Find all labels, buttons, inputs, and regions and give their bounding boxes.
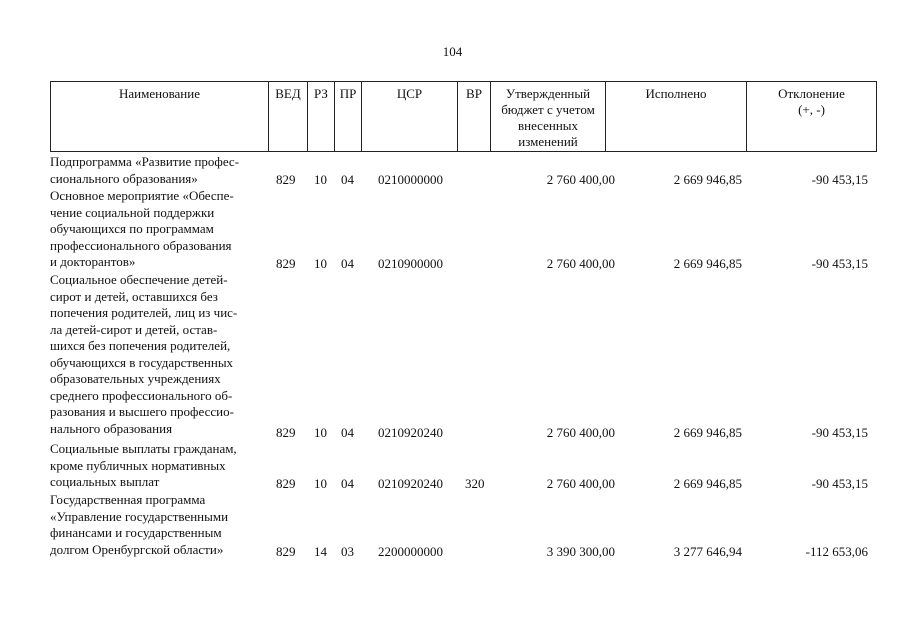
row-1-ved: 829 bbox=[276, 172, 296, 187]
row-4-budget: 2 760 400,00 bbox=[546, 476, 615, 491]
row-4-rz: 10 bbox=[314, 476, 327, 491]
row-3-name: Социальное обеспечение детей- сирот и детей, оставшихся без попечения родителей, лиц из чис- ла детей-сирот и детей, остав- шихся без попечения родителей, обучающихся в государственных образовательных учреждениях среднего профессионального об- разования и высшего профессио- нального образования bbox=[50, 272, 238, 436]
header-pr: ПР bbox=[334, 82, 361, 151]
row-4-pr: 04 bbox=[341, 476, 354, 491]
row-2-executed: 2 669 946,85 bbox=[673, 256, 742, 271]
row-5-pr: 03 bbox=[341, 544, 354, 559]
row-5-deviation: -112 653,06 bbox=[805, 544, 868, 559]
row-3-rz: 10 bbox=[314, 425, 327, 440]
row-3-budget: 2 760 400,00 bbox=[546, 425, 615, 440]
row-4-vr: 320 bbox=[465, 476, 485, 491]
row-3-ved: 829 bbox=[276, 425, 296, 440]
row-1-csr: 0210000000 bbox=[378, 172, 443, 187]
row-5-name: Государственная программа «Управление государственными финансами и государственным долгом Оренбургской области» bbox=[50, 492, 229, 557]
row-5-rz: 14 bbox=[314, 544, 327, 559]
row-1-executed: 2 669 946,85 bbox=[673, 172, 742, 187]
row-1-name: Подпрограмма «Развитие профес- сионального образования» bbox=[50, 154, 240, 186]
row-1-budget: 2 760 400,00 bbox=[546, 172, 615, 187]
row-2-rz: 10 bbox=[314, 256, 327, 271]
row-3-pr: 04 bbox=[341, 425, 354, 440]
row-3-csr: 0210920240 bbox=[378, 425, 443, 440]
table-header bbox=[50, 81, 877, 152]
row-4-csr: 0210920240 bbox=[378, 476, 443, 491]
row-2-budget: 2 760 400,00 bbox=[546, 256, 615, 271]
header-vr: ВР bbox=[457, 82, 490, 151]
row-4-name: Социальные выплаты гражданам, кроме публичных нормативных социальных выплат bbox=[50, 441, 237, 489]
row-1-pr: 04 bbox=[341, 172, 354, 187]
header-rz: РЗ bbox=[307, 82, 334, 151]
row-3-deviation: -90 453,15 bbox=[811, 425, 868, 440]
row-5-csr: 2200000000 bbox=[378, 544, 443, 559]
row-2-deviation: -90 453,15 bbox=[811, 256, 868, 271]
row-5-budget: 3 390 300,00 bbox=[546, 544, 615, 559]
row-1-rz: 10 bbox=[314, 172, 327, 187]
page-number: 104 bbox=[442, 44, 463, 59]
header-csr: ЦСР bbox=[361, 82, 457, 151]
header-name: Наименование bbox=[50, 82, 268, 151]
row-2-ved: 829 bbox=[276, 256, 296, 271]
row-2-name: Основное мероприятие «Обеспе- чение социальной поддержки обучающихся по программам профессионального образования и докторантов» bbox=[50, 188, 234, 269]
row-5-executed: 3 277 646,94 bbox=[673, 544, 742, 559]
row-2-csr: 0210900000 bbox=[378, 256, 443, 271]
header-executed: Исполнено bbox=[605, 82, 746, 151]
header-budget: Утвержденный бюджет с учетом внесенных изменений bbox=[490, 82, 605, 151]
header-ved: ВЕД bbox=[268, 82, 307, 151]
row-2-pr: 04 bbox=[341, 256, 354, 271]
row-4-ved: 829 bbox=[276, 476, 296, 491]
row-1-deviation: -90 453,15 bbox=[811, 172, 868, 187]
row-3-executed: 2 669 946,85 bbox=[673, 425, 742, 440]
row-5-ved: 829 bbox=[276, 544, 296, 559]
row-4-deviation: -90 453,15 bbox=[811, 476, 868, 491]
header-deviation: Отклонение (+, -) bbox=[746, 82, 877, 151]
row-4-executed: 2 669 946,85 bbox=[673, 476, 742, 491]
